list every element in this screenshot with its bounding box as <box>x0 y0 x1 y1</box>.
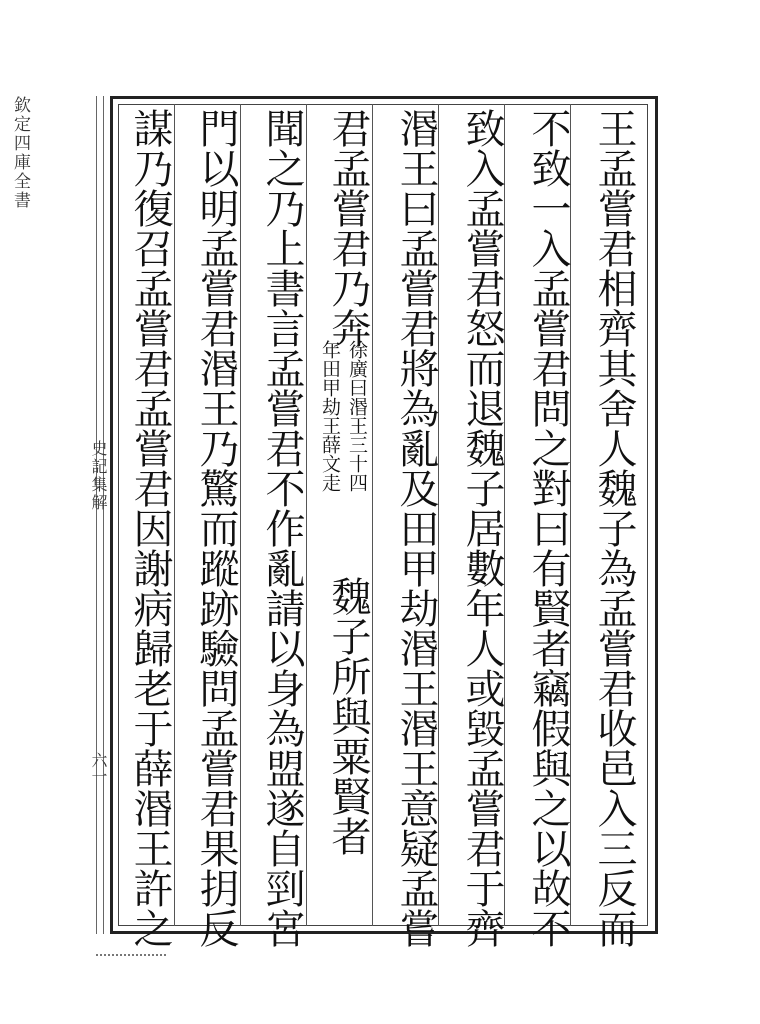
text-column-6: 聞之乃上書言孟嘗君不作亂請以身為盟遂自剄宮 <box>259 108 305 948</box>
text-column-3: 致入孟嘗君怒而退魏子居數年人或毀孟嘗君于齊 <box>459 108 505 948</box>
page-number: 六一 <box>89 752 108 784</box>
text-column-8: 謀乃復召孟嘗君孟嘗君因謝病歸老于薛湣王許之 <box>127 108 173 948</box>
commentary-line-2: 年田甲劫王薛文走 <box>319 340 341 492</box>
source-label: 史記集解 <box>89 440 108 512</box>
text-column-7: 門以明孟嘗君湣王乃驚而蹤跡驗問孟嘗君果抈反 <box>193 108 239 948</box>
text-column-5-top: 君孟嘗君乃奔 <box>325 108 371 348</box>
text-column-1: 王孟嘗君相齊其舍人魏子為孟嘗君收邑入三反而 <box>591 108 637 948</box>
text-column-4: 湣王曰孟嘗君將為亂及田甲劫湣王湣王意疑孟嘗 <box>393 108 439 948</box>
commentary-line-1: 徐廣曰湣王三十四 <box>346 340 368 492</box>
text-column-5-bottom: 魏子所與粟賢者 <box>325 576 371 856</box>
scan-mark <box>96 938 166 956</box>
text-column-2: 不致一入孟嘗君問之對曰有賢者竊假與之以故不 <box>525 108 571 948</box>
book-title: 欽定四庫全書 <box>10 96 30 210</box>
margin-rule <box>96 96 104 934</box>
